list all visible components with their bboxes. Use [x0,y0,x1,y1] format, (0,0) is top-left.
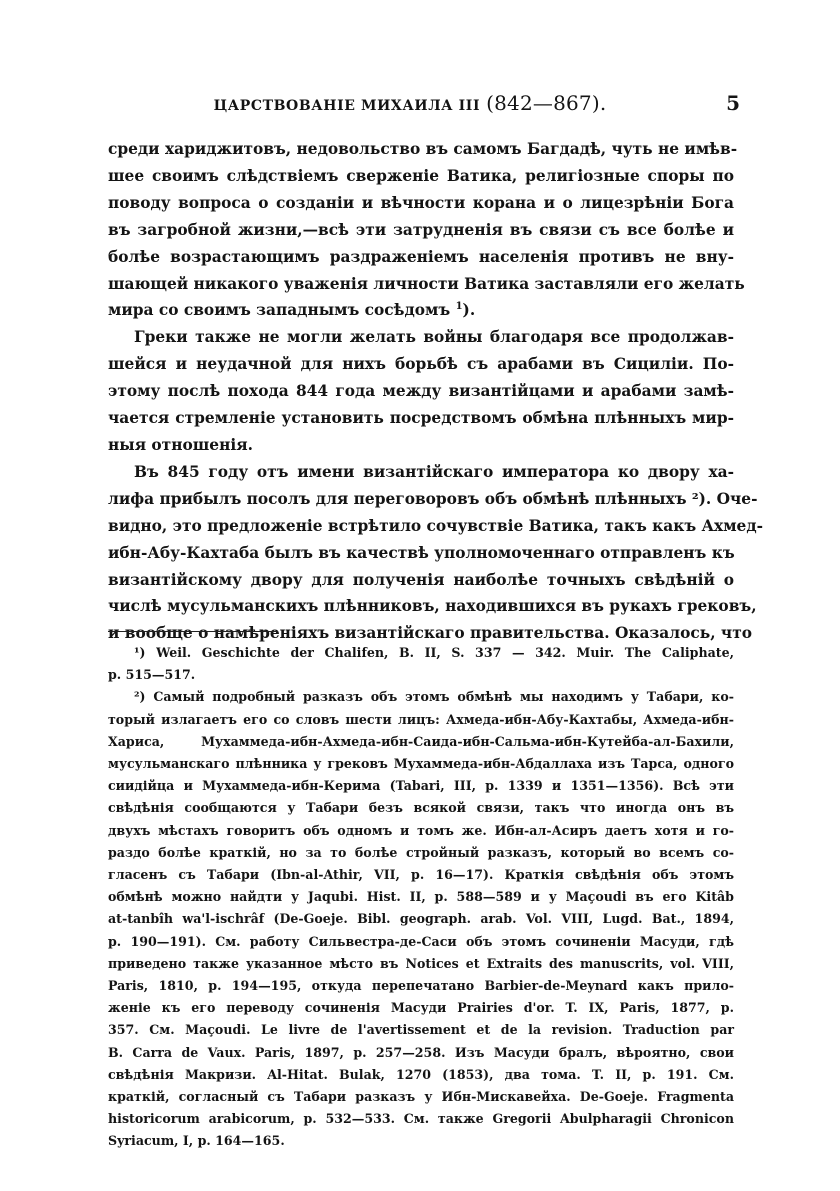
text-line: чается стремленіе установить посредствомъ обмѣна плѣнныхъ мир- [108,409,734,428]
footnote-line: краткій, согласный съ Табари разказъ у Ибн-Мискавейха. De-Goeje. Fragmenta [108,1089,734,1105]
paragraph-1 [108,136,745,324]
footnote-line-last: p. 515—517. [108,667,196,683]
running-title [108,90,712,119]
text-line: ибн-Абу-Кахтаба былъ въ качествѣ уполномоченнаго отправленъ къ [108,543,735,562]
footnote-line: свѣдѣнія сообщаются у Табари безъ всякой связи, такъ что иногда онъ въ [108,800,734,816]
text-line: шающей никакого уваженія личности Ватика заставляли его желать [108,274,745,293]
text-line: поводу вопроса о созданіи и вѣчности корана и о лицезрѣніи Бога [108,193,734,212]
text-line-last: ныя отношенія. [108,435,253,454]
footnote-line: Paris, 1810, p. 194—195, откуда перепечатано Barbier-de-Meynard какъ прило- [108,978,734,994]
text-line: шейся и неудачной для нихъ борьбѣ съ арабами въ Сициліи. По- [108,355,734,374]
footnote-2 [108,686,734,1152]
footnote-line: мусульманскаго плѣнника у грековъ Мухаммеда-ибн-Абдаллаха изъ Тарса, одного [108,756,734,772]
footnote-line: ²) Самый подробный разказъ объ этомъ обмѣнѣ мы находимъ у Табари, ко- [134,689,734,705]
running-title-years: (842—867). [486,91,607,115]
running-header [108,90,740,124]
paragraph-2 [108,324,734,459]
text-line: Въ 845 году отъ имени византійскаго императора ко двору ха- [134,462,734,481]
text-line: шее своимъ слѣдствіемъ сверженіе Ватика, религіозные споры по [108,166,734,185]
footnote-line: сиидійца и Мухаммеда-ибн-Керима (Tabari, III, p. 1339 и 1351—1356). Всѣ эти [108,778,734,794]
footnote-line: обмѣнѣ можно найдти у Jaqubi. Hist. II, p. 588—589 и у Maçoudi въ его Kitâb [108,889,734,905]
footnote-line: ¹) Weil. Geschichte der Chalifen, B. II, S. 337 — 342. Muir. The Caliphate, [134,645,734,660]
footnote-line-last: Syriacum, I, p. 164—165. [108,1133,285,1149]
text-line: лифа прибылъ посолъ для переговоровъ объ обмѣнѣ плѣнныхъ ²). Оче- [108,489,758,508]
text-line-tail: ). [462,301,476,320]
footnote-line: 357. См. Maçoudi. Le livre de l'avertissement et de la revision. Traduction par [108,1022,734,1038]
text-line: среди хариджитовъ, недовольство въ самомъ Багдадѣ, чуть не имѣв- [108,140,738,158]
text-line: болѣе возрастающимъ раздраженіемъ населенія противъ не вну- [108,247,734,266]
footnote-line: B. Carra de Vaux. Paris, 1897, p. 257—258. Изъ Масуди бралъ, вѣроятно, свои [108,1044,734,1060]
main-text [108,136,763,647]
text-line: и вообще о намѣреніяхъ византійскаго правительства. Оказалось, что [108,624,753,643]
footnote-1 [108,642,734,686]
text-line: числѣ мусульманскихъ плѣнниковъ, находившихся въ рукахъ грековъ, [108,597,757,616]
footnotes [108,642,734,1153]
footnote-line: свѣдѣнія Макризи. Al-Hitat. Bulak, 1270 (1853), два тома. T. II, p. 191. См. [108,1066,734,1082]
footnote-separator [108,631,278,632]
footnote-line: at-tanbîh wa'l-ischrâf (De-Goeje. Bibl. geograph. arab. Vol. VIII, Lugd. Bat., 1894, [108,911,734,927]
footnote-line: приведено также указанное мѣсто въ Notices et Extraits des manuscrits, vol. VIII, [108,955,734,971]
text-line: этому послѣ похода 844 года между византійцами и арабами замѣ- [108,382,734,401]
page-number: 5 [726,91,740,115]
footnote-line: женіе къ его переводу сочиненія Масуди Prairies d'or. T. IX, Paris, 1877, p. [108,1000,734,1016]
text-line: въ загробной жизни,—всѣ эти затрудненія въ связи съ все болѣе и [108,220,734,239]
text-line: видно, это предложеніе встрѣтило сочувствіе Ватика, такъ какъ Ахмед- [108,516,763,535]
footnote-line: двухъ мѣстахъ говоритъ объ одномъ и томъ же. Ибн-ал-Асиръ даетъ хотя и го- [108,822,734,838]
footnote-line: Хариса, Мухаммеда-ибн-Ахмеда-ибн-Саида-ибн-Сальма-ибн-Кутейба-ал-Бахили, [108,733,734,749]
text-line-content: мира со своимъ западнымъ сосѣдомъ [108,301,451,320]
paragraph-3 [108,459,763,647]
text-line-last [108,297,734,324]
footnote-line: торый излагаетъ его со словъ шести лицъ: Ахмеда-ибн-Абу-Кахтабы, Ахмеда-ибн- [108,711,734,727]
text-line: Греки также не могли желать войны благодаря все продолжав- [134,328,734,347]
footnote-line: раздо болѣе краткій, но за то болѣе стройный разказъ, который во всемъ со- [108,844,734,860]
footnote-line: historicorum arabicorum, p. 532—533. См. также Gregorii Abulpharagii Chronicon [108,1111,734,1127]
footnote-line: гласенъ съ Табари (Ibn-al-Athir, VII, p. 16—17). Краткія свѣдѣнія объ этомъ [108,867,734,883]
text-line: византійскому двору для полученія наиболѣе точныхъ свѣдѣній о [108,570,734,589]
footnote-ref-1: 1 [455,301,463,313]
running-title-text: ЦАРСТВОВАНІЕ МИХАИЛА III [213,98,481,114]
footnote-line: p. 190—191). См. работу Сильвестра-де-Саси объ этомъ сочиненіи Масуди, гдѣ [108,933,734,949]
